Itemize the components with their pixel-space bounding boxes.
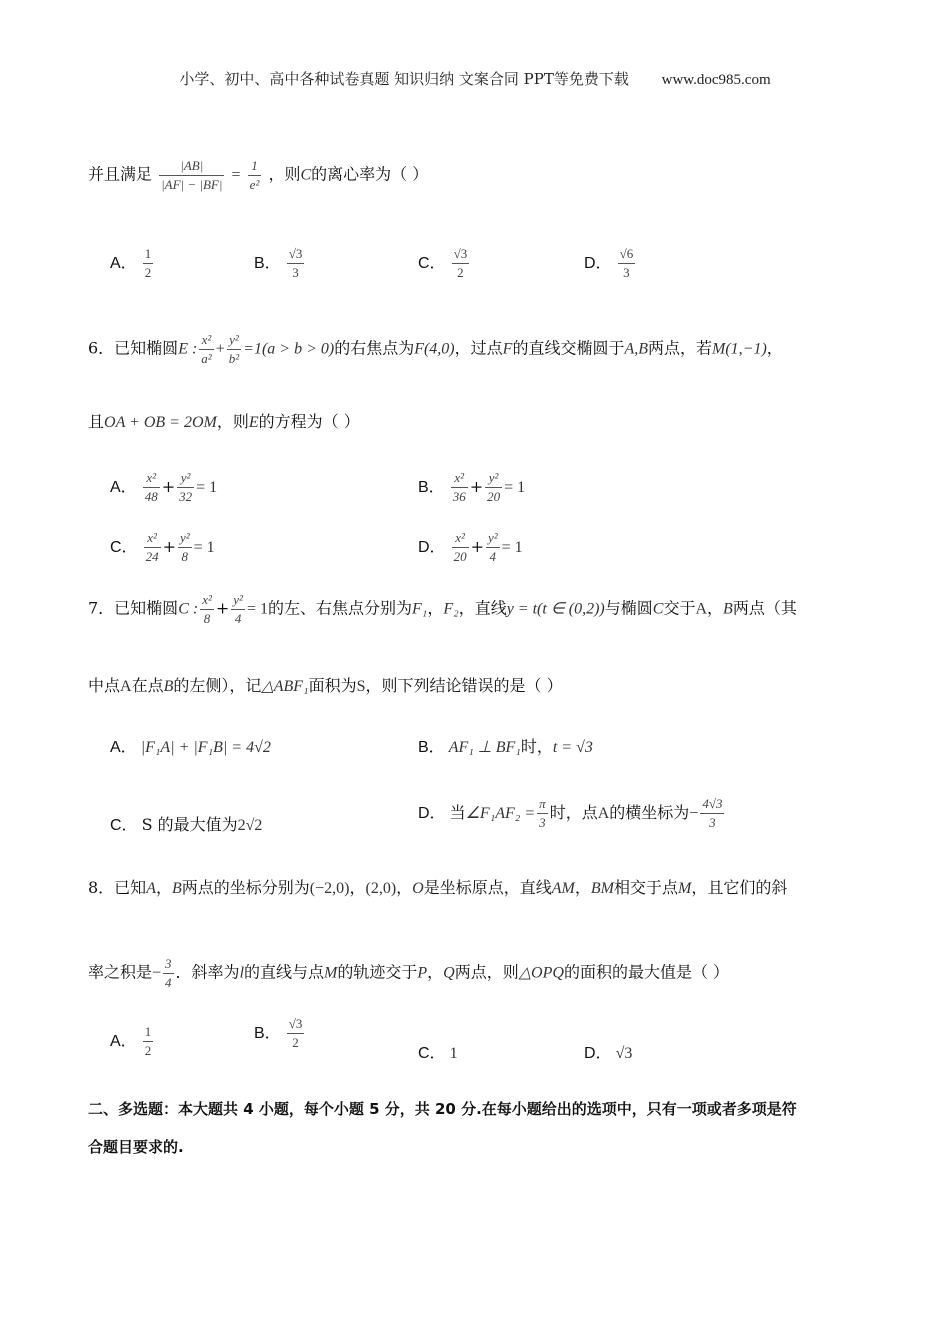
q6-option-b[interactable]: B． $\frac{\text{x²}}{36}$ + $\frac{\text{y²}}{20}$ = 1: [418, 470, 526, 504]
header-site: www.doc985.com: [661, 72, 771, 88]
section2-heading-line2: 合题目要求的.: [88, 1138, 184, 1156]
q7-stem-line2: 中点A在点B的左侧），记△ABF₁面积为S，则下列结论错误的是（ ）: [88, 676, 563, 695]
section2-heading-line1: 二、多选题：本大题共 4 小题，每个小题 5 分，共 20 分.在每小题给出的选项中，只有一项或者多项是符: [88, 1100, 797, 1118]
q5-option-d[interactable]: D． $\frac{√6}{3}$: [584, 246, 634, 280]
q6-stem-line1: 6．已知椭圆E : $\frac{\text{x²}}{\text{a²}}$ + $\frac{\text{y²}}{\text{b²}}$ =1(a > b > 0)的右焦点为F(4,0)，过点F的直线交椭圆于A,B两点，若M(1,−1)，: [88, 332, 783, 366]
q7-option-c[interactable]: C． S 的最大值为2√2: [110, 815, 263, 834]
q7-option-b[interactable]: B． AF₁ ⊥ BF₁时，t = √3: [418, 737, 593, 756]
q5-var: C: [300, 166, 312, 184]
q6-option-a[interactable]: A． $\frac{\text{x²}}{48}$ + $\frac{\text{y²}}{32}$ = 1: [110, 470, 218, 504]
q6-option-c[interactable]: C． $\frac{\text{x²}}{24}$ + $\frac{\text{y²}}{8}$ = 1: [110, 530, 215, 564]
q8-option-a[interactable]: A． $\frac{1}{2}$: [110, 1024, 152, 1058]
q8-stem-line2: 率之积是− $\frac{3}{4}$ ．斜率为l的直线与点M的轨迹交于P，Q两点，则△OPQ的面积的最大值是（ ）: [88, 956, 730, 990]
q5-option-c[interactable]: C． $\frac{√3}{2}$: [418, 246, 468, 280]
q6-option-d[interactable]: D． $\frac{\text{x²}}{20}$ + $\frac{\text{y²}}{4}$ = 1: [418, 530, 523, 564]
q7-stem-line1: 7．已知椭圆C : $\frac{\text{x²}}{8}$ + $\frac{\text{y²}}{4}$ = 1的左、右焦点分别为F₁，F₂，直线y = t(t ∈ (0,2))与椭圆C交于A，B两点（其: [88, 592, 797, 626]
q5-mid: ，则: [268, 164, 301, 184]
q6-stem-line2: 且OA + OB = 2OM，则E的方程为（ ）: [88, 412, 360, 431]
q8-stem-line1: 8．已知A，B两点的坐标分别为(−2,0)，(2,0)，O是坐标原点，直线AM，BM相交于点M，且它们的斜: [88, 878, 788, 897]
q7-option-a[interactable]: A． |F₁A| + |F₁B| = 4√2: [110, 739, 271, 756]
q5-rhs: $\frac{1}{\text{e²}}$: [249, 158, 260, 192]
q8-option-b[interactable]: B． $\frac{√3}{2}$: [254, 1016, 303, 1050]
q5-prefix: 并且满足: [88, 164, 153, 184]
q5-suffix: 的离心率为（ ）: [311, 164, 429, 184]
q5-eq: =: [231, 166, 241, 184]
q5-stem: [88, 158, 428, 192]
q8-option-d[interactable]: D． √3: [584, 1045, 633, 1062]
page-header: [0, 68, 950, 89]
q5-option-b[interactable]: B． $\frac{√3}{3}$: [254, 246, 303, 280]
q5-fraction: $\frac{|AB|}{|AF| - |BF|}$: [161, 158, 223, 192]
q7-option-d[interactable]: D． 当∠F₁AF₂ = $\frac{\pi}{3}$ 时，点A的横坐标为− $\frac{4√3}{3}$: [418, 796, 723, 830]
q8-option-c[interactable]: C． 1: [418, 1045, 458, 1062]
q5-option-a[interactable]: A． $\frac{1}{2}$: [110, 246, 152, 280]
header-text: 小学、初中、高中各种试卷真题 知识归纳 文案合同 PPT等免费下载: [179, 70, 629, 88]
